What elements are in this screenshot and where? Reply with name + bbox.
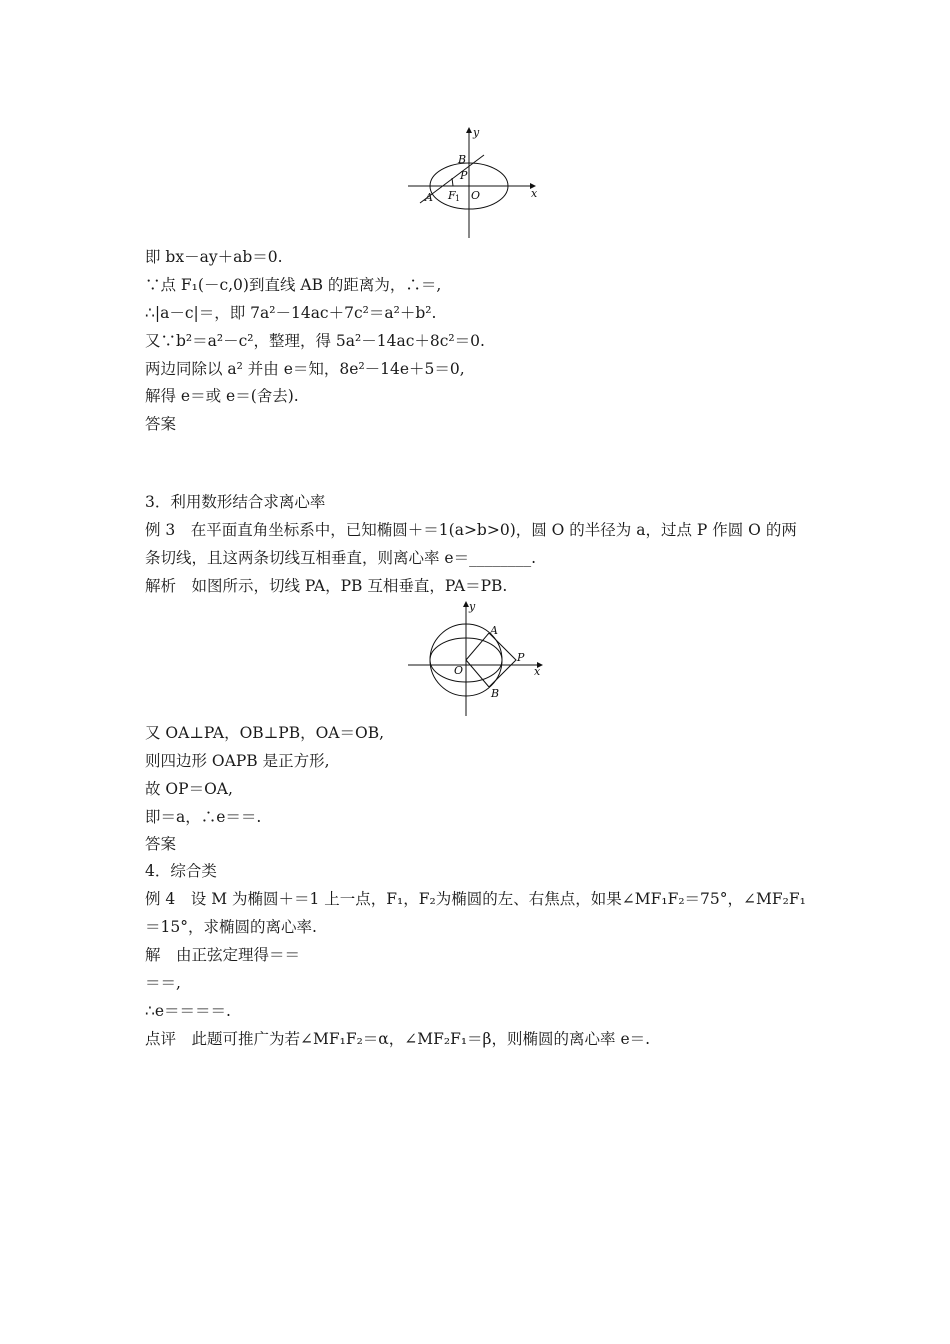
label-b: B xyxy=(491,687,500,700)
text-line: ＝15°，求椭圆的离心率. xyxy=(145,918,317,936)
label-x: x xyxy=(534,665,541,678)
label-y: y xyxy=(473,126,480,139)
label-y: y xyxy=(469,600,476,613)
label-b: B xyxy=(458,153,467,166)
label-p: P xyxy=(517,651,525,664)
text-line: ＝＝, xyxy=(145,974,181,992)
text-line: 解析 如图所示，切线 PA，PB 互相垂直，PA＝PB. xyxy=(145,577,508,595)
text-line: 则四边形 OAPB 是正方形, xyxy=(145,752,330,770)
text-line: ∴|a－c|＝，即 7a²－14ac＋7c²＝a²＋b². xyxy=(145,304,437,322)
text-line: 解得 e＝或 e＝(舍去). xyxy=(145,387,299,405)
segment-ob xyxy=(466,660,489,687)
text-line: 例 4 设 M 为椭圆＋＝1 上一点，F₁，F₂为椭圆的左、右焦点，如果∠MF₁F₂＝75°，∠MF₂F₁ xyxy=(145,890,806,908)
text-line: 条切线，且这两条切线互相垂直，则离心率 e＝________. xyxy=(145,549,537,567)
text-line: 例 3 在平面直角坐标系中，已知椭圆＋＝1(a>b>0)，圆 O 的半径为 a，过点 P 作圆 O 的两 xyxy=(145,521,797,539)
text-line: 两边同除以 a² 并由 e＝知，8e²－14e＋5＝0, xyxy=(145,360,465,378)
text-line: 即＝a，∴e＝＝. xyxy=(145,808,262,826)
label-x: x xyxy=(531,187,538,200)
text-line: 又 OA⊥PA，OB⊥PB，OA＝OB, xyxy=(145,724,385,742)
section-heading: 4．综合类 xyxy=(145,862,217,880)
text-line: 即 bx－ay＋ab＝0. xyxy=(145,248,283,266)
text-line: ∵点 F₁(－c,0)到直线 AB 的距离为，∴＝, xyxy=(145,276,442,294)
segment-f1-p xyxy=(452,178,453,186)
text-line: 点评 此题可推广为若∠MF₁F₂＝α，∠MF₂F₁＝β，则椭圆的离心率 e＝. xyxy=(145,1030,651,1048)
segment-oa xyxy=(466,633,489,660)
answer-label: 答案 xyxy=(145,415,177,433)
label-o: O xyxy=(454,664,464,677)
label-o: O xyxy=(471,189,481,202)
circle-tangent-square-figure xyxy=(400,598,550,720)
text-line: 故 OP＝OA, xyxy=(145,780,233,798)
label-p: P xyxy=(460,169,468,182)
label-f1-sub: 1 xyxy=(455,194,461,203)
label-f1: F xyxy=(448,189,456,202)
text-line: 解 由正弦定理得＝＝ xyxy=(145,946,301,964)
section-heading: 3．利用数形结合求离心率 xyxy=(145,493,326,511)
text-line: ∴e＝＝＝＝. xyxy=(145,1002,231,1020)
ellipse-tangent-figure xyxy=(400,122,550,242)
answer-label: 答案 xyxy=(145,835,177,853)
text-line: 又∵b²＝a²－c²，整理，得 5a²－14ac＋8c²＝0. xyxy=(145,332,485,350)
label-a: A xyxy=(490,624,498,637)
label-a: A xyxy=(425,191,433,204)
